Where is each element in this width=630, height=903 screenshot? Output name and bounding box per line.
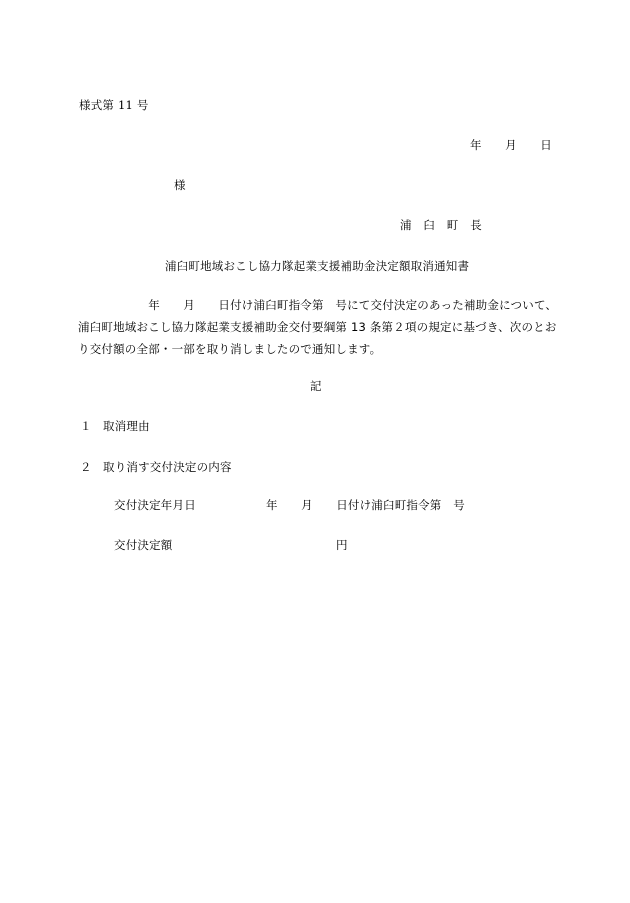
item-1-number: １ xyxy=(80,419,92,433)
addressee-suffix: 様 xyxy=(174,178,186,192)
body-line-1: 年 月 日付け浦臼町指令第 号にて交付決定のあった補助金について、 xyxy=(78,298,558,312)
body-line-2: 浦臼町地域おこし協力隊起業支援補助金交付要綱第 13 条第２項の規定に基づき、次のとお xyxy=(78,320,557,334)
item-2-number: ２ xyxy=(80,460,92,474)
amount-unit: 円 xyxy=(336,538,348,552)
date-line: 年 月 日 xyxy=(470,138,552,152)
item-2-label: 取り消す交付決定の内容 xyxy=(103,460,232,474)
ki-heading: 記 xyxy=(310,379,322,393)
decision-date-label: 交付決定年月日 xyxy=(114,498,196,512)
issuer-name: 浦 臼 町 長 xyxy=(400,218,482,232)
item-1-label: 取消理由 xyxy=(103,419,150,433)
form-number: 様式第 11 号 xyxy=(79,98,149,112)
amount-label: 交付決定額 xyxy=(114,538,173,552)
body-line-3: り交付額の全部・一部を取り消しましたので通知します。 xyxy=(78,342,382,356)
decision-date-value: 年 月 日付け浦臼町指令第 号 xyxy=(266,498,465,512)
document-title: 浦臼町地域おこし協力隊起業支援補助金決定額取消通知書 xyxy=(165,259,470,273)
